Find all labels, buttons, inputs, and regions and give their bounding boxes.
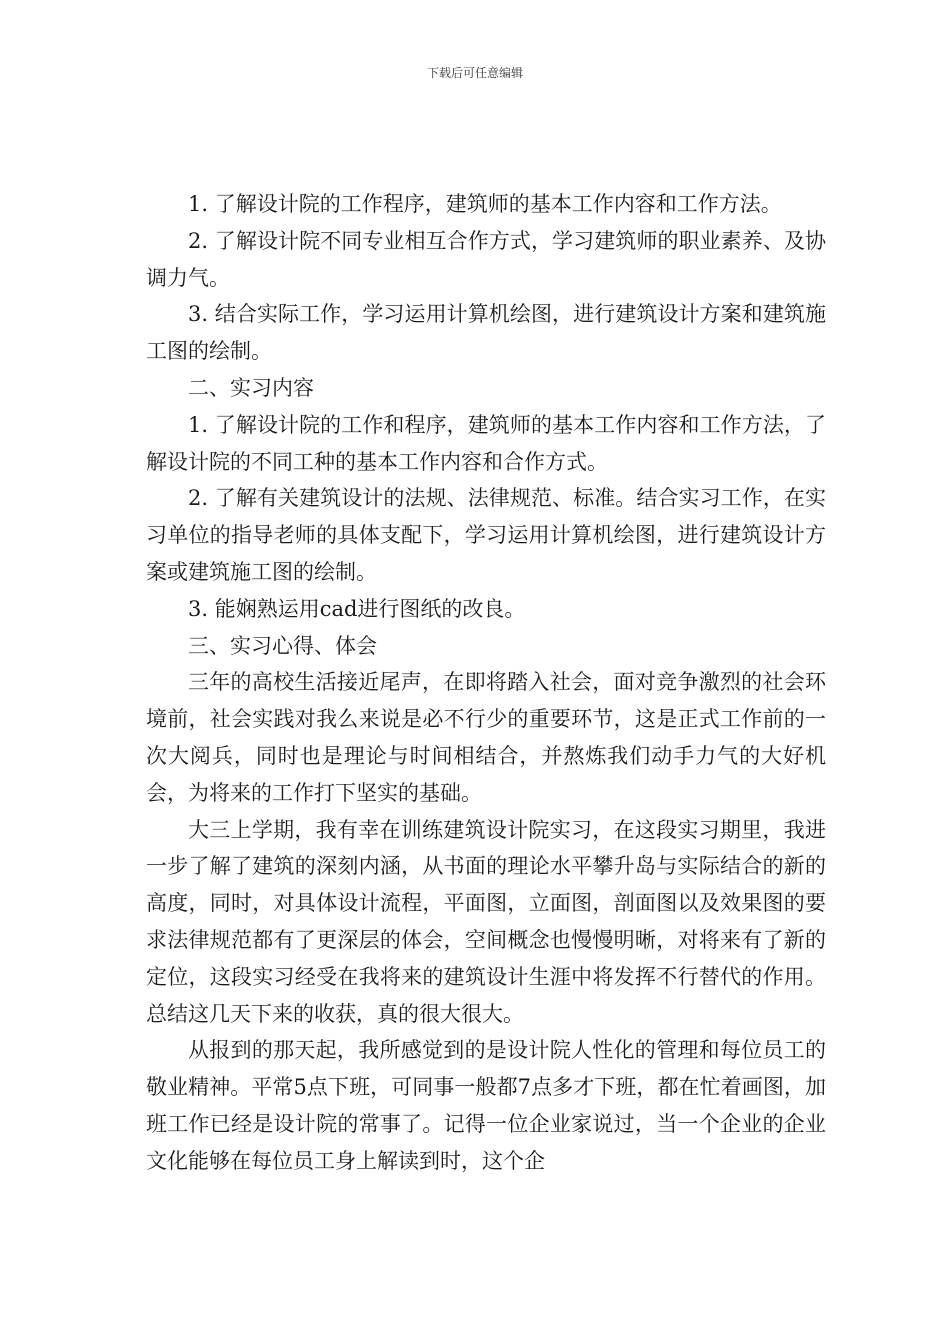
section-heading-reflections: 三、实习心得、体会 bbox=[188, 633, 377, 658]
paragraph-goal-2: 2. 了解设计院不同专业相互合作方式，学习建筑师的职业素养、及协调力气。 bbox=[146, 228, 826, 290]
paragraph-goal-1: 1. 了解设计院的工作程序，建筑师的基本工作内容和工作方法。 bbox=[188, 192, 782, 216]
paragraph-goal-3: 3. 结合实际工作，学习运用计算机绘图，进行建筑设计方案和建筑施工图的绘制。 bbox=[146, 302, 826, 364]
section-heading-internship-content: 二、实习内容 bbox=[188, 375, 314, 400]
paragraph-reflection-3: 从报到的那天起，我所感觉到的是设计院人性化的管理和每位员工的敬业精神。平常5点下班，可同事一般都7点多才下班，都在忙着画图，加班工作已经是设计院的常事了。记得一位企业家说过，当一个企业的企业文化能够在每位员工身上解读到时，这个企 bbox=[146, 1038, 826, 1173]
paragraph-content-2: 2. 了解有关建筑设计的法规、法律规范、标准。结合实习工作，在实习单位的指导老师的具体支配下，学习运用计算机绘图，进行建筑设计方案或建筑施工图的绘制。 bbox=[146, 486, 826, 584]
document-body bbox=[146, 186, 826, 1180]
paragraph-content-3: 3. 能娴熟运用cad进行图纸的改良。 bbox=[188, 596, 526, 621]
paragraph-content-1: 1. 了解设计院的工作和程序，建筑师的基本工作内容和工作方法，了解设计院的不同工种的基本工作内容和合作方式。 bbox=[146, 412, 826, 474]
page-header-note: 下载后可任意编辑 bbox=[426, 66, 523, 80]
paragraph-reflection-1: 三年的高校生活接近尾声，在即将踏入社会，面对竞争激烈的社会环境前，社会实践对我么来说是必不行少的重要环节，这是正式工作前的一次大阅兵，同时也是理论与时间相结合，并熬炼我们动手力气的大好机会，为将来的工作打下坚实的基础。 bbox=[146, 670, 826, 805]
paragraph-reflection-2: 大三上学期，我有幸在训练建筑设计院实习，在这段实习期里，我进一步了解了建筑的深刻内涵，从书面的理论水平攀升岛与实际结合的新的高度，同时，对具体设计流程，平面图，立面图，剖面图以及效果图的要求法律规范都有了更深层的体会，空间概念也慢慢明晰，对将来有了新的定位，这段实习经受在我将来的建筑设计生涯中将发挥不行替代的作用。总结这几天下来的收获，真的很大很大。 bbox=[146, 817, 826, 1026]
